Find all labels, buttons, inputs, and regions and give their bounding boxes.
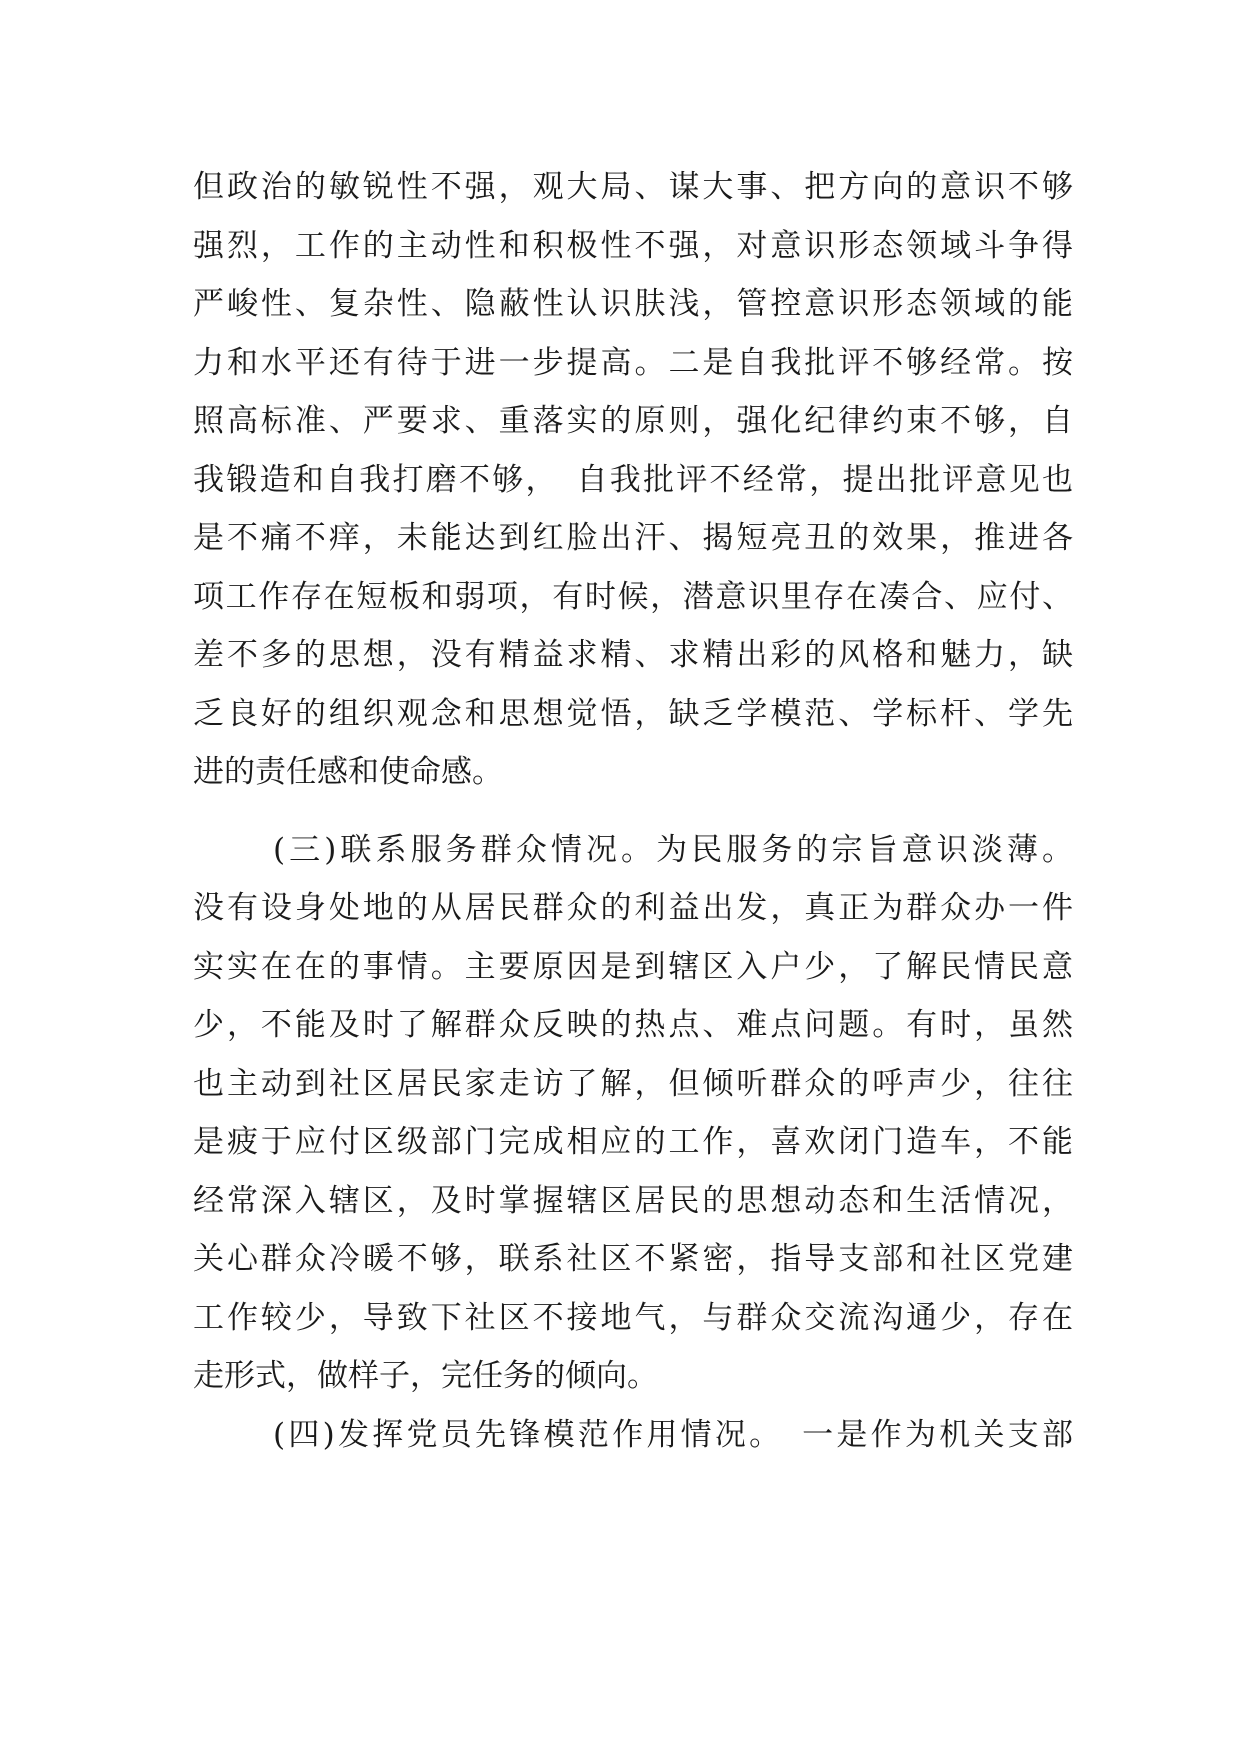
text-line: 关心群众冷暖不够，联系社区不紧密，指导支部和社区党建 — [193, 1241, 1073, 1277]
text-line: 是疲于应付区级部门完成相应的工作，喜欢闭门造车，不能 — [193, 1124, 1073, 1160]
text-line: 项工作存在短板和弱项，有时候，潜意识里存在凑合、应付、 — [193, 578, 1073, 615]
text-line: 但政治的敏锐性不强，观大局、谋大事、把方向的意识不够 — [193, 169, 1073, 205]
section-heading-line: (四)发挥党员先锋模范作用情况。 一是作为机关支部 — [273, 1416, 1073, 1453]
text-line: 少，不能及时了解群众反映的热点、难点问题。有时，虽然 — [193, 1007, 1073, 1043]
section-heading-line: (三)联系服务群众情况。为民服务的宗旨意识淡薄。 — [273, 831, 1073, 868]
paragraph-2 — [193, 821, 1073, 1406]
text-line: 进的责任感和使命感。 — [193, 754, 503, 790]
text-line: 严峻性、复杂性、隐蔽性认识肤浅，管控意识形态领域的能 — [193, 286, 1073, 322]
text-line: 强烈，工作的主动性和积极性不强，对意识形态领域斗争得 — [193, 227, 1073, 264]
text-line: 经常深入辖区，及时掌握辖区居民的思想动态和生活情况， — [193, 1182, 1073, 1219]
text-line: 也主动到社区居民家走访了解，但倾听群众的呼声少，往往 — [193, 1065, 1073, 1102]
text-line: 是不痛不痒，未能达到红脸出汗、揭短亮丑的效果，推进各 — [193, 520, 1073, 556]
paragraph-3 — [193, 1406, 1073, 1465]
text-line: 没有设身处地的从居民群众的利益出发，真正为群众办一件 — [193, 890, 1073, 926]
paragraph-1 — [193, 158, 1073, 802]
text-line: 走形式，做样子，完任务的倾向。 — [193, 1358, 658, 1394]
text-line: 力和水平还有待于进一步提高。二是自我批评不够经常。按 — [193, 344, 1073, 381]
text-line: 实实在在的事情。主要原因是到辖区入户少，了解民情民意 — [193, 948, 1073, 985]
paragraph-spacer — [193, 802, 1073, 821]
text-line: 乏良好的组织观念和思想觉悟，缺乏学模范、学标杆、学先 — [193, 695, 1073, 732]
text-line: 差不多的思想，没有精益求精、求精出彩的风格和魅力，缺 — [193, 637, 1073, 673]
text-line: 我锻造和自我打磨不够， 自我批评不经常，提出批评意见也 — [193, 461, 1073, 498]
document-body — [193, 158, 1073, 1464]
text-line: 工作较少，导致下社区不接地气，与群众交流沟通少，存在 — [193, 1299, 1073, 1336]
text-line: 照高标准、严要求、重落实的原则，强化纪律约束不够，自 — [193, 403, 1073, 439]
